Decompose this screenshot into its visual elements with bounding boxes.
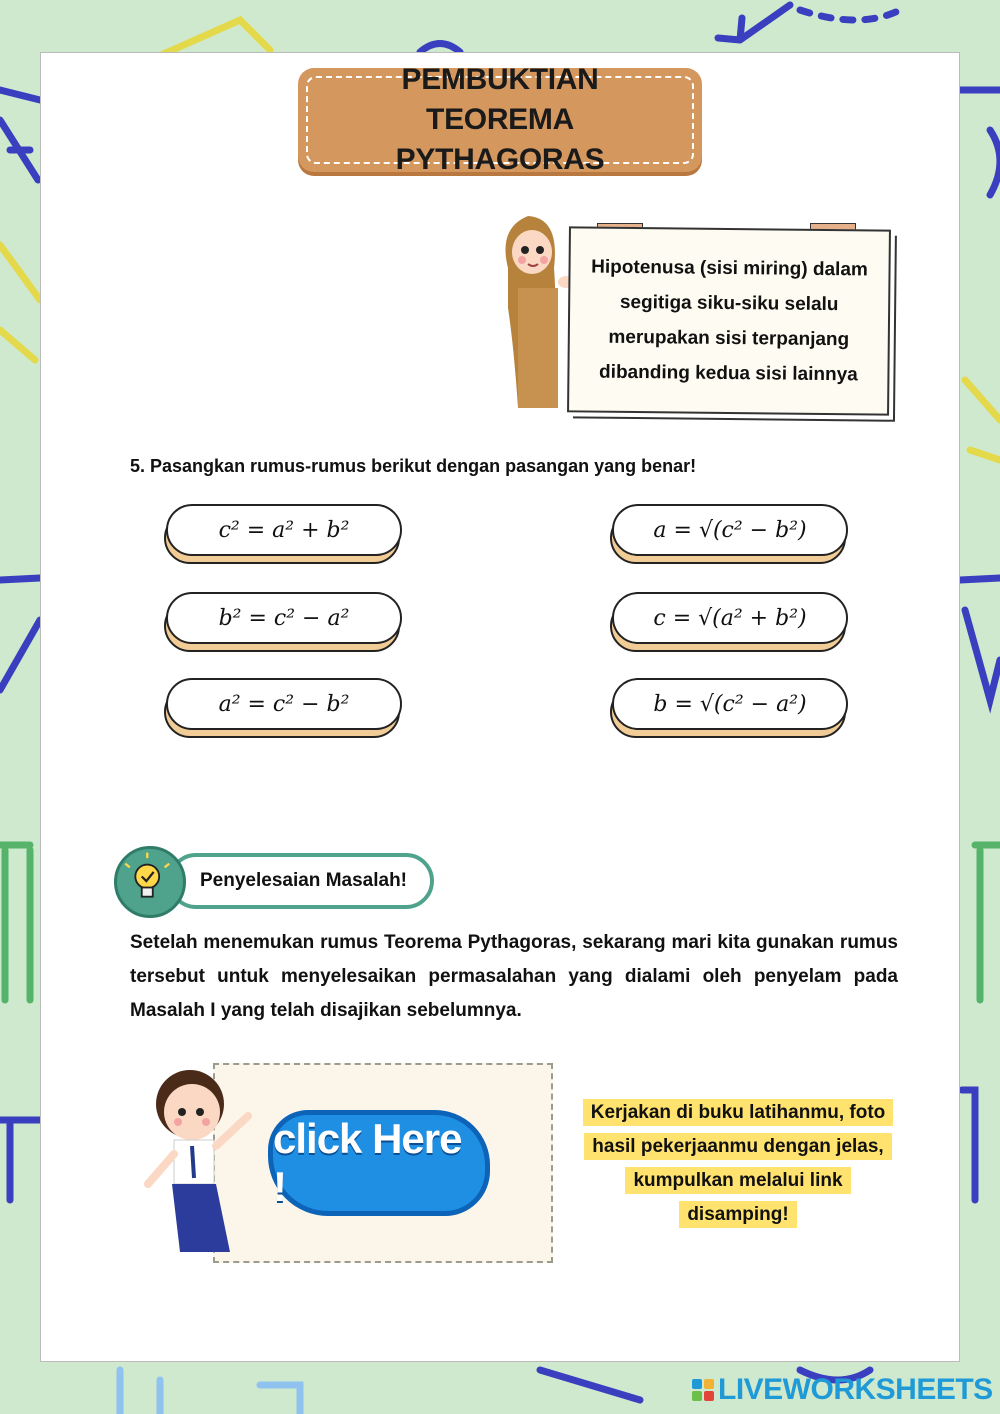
teacher-illustration bbox=[488, 208, 578, 416]
doodle-right-mid bbox=[960, 578, 1000, 700]
doodle-left-bottom bbox=[0, 1120, 40, 1200]
doodle-left-yellow bbox=[0, 245, 40, 360]
footer-brand-text: LIVEWORKSHEETS bbox=[718, 1373, 993, 1406]
formula-left-1[interactable] bbox=[164, 504, 402, 564]
lightbulb-icon bbox=[117, 849, 183, 915]
section-label: Penyelesaian Masalah! bbox=[200, 870, 407, 891]
doodle-top-center bbox=[420, 44, 460, 53]
doodle-bottom-line bbox=[540, 1370, 640, 1400]
liveworksheets-logo-icon bbox=[692, 1379, 714, 1401]
formula-left-2[interactable] bbox=[164, 592, 402, 652]
formula-right-1[interactable] bbox=[610, 504, 848, 564]
formula-right-3-label: b = √(c² − a²) bbox=[612, 678, 848, 730]
formula-left-3[interactable] bbox=[164, 678, 402, 738]
doodle-right-bottom bbox=[962, 1090, 975, 1200]
doodle-right-top bbox=[960, 90, 1000, 195]
doodle-beaker-right bbox=[975, 845, 1000, 1000]
instruction-text: Kerjakan di buku latihanmu, foto hasil pekerjaanmu dengan jelas, kumpulkan melalui link disamping! bbox=[583, 1099, 894, 1228]
footer-brand bbox=[692, 1374, 993, 1406]
formula-left-3-label: a² = c² − b² bbox=[166, 678, 402, 730]
section-badge bbox=[168, 853, 434, 909]
click-here-button[interactable]: click Here ! bbox=[268, 1110, 490, 1216]
title-banner bbox=[298, 63, 702, 176]
hypotenuse-note bbox=[567, 226, 891, 415]
formula-right-3[interactable] bbox=[610, 678, 848, 738]
doodle-arrow-top bbox=[718, 5, 790, 40]
doodle-left-mid bbox=[0, 578, 40, 690]
formula-right-1-label: a = √(c² − b²) bbox=[612, 504, 848, 556]
doodle-left-top bbox=[0, 90, 40, 180]
formula-right-2-label: c = √(a² + b²) bbox=[612, 592, 848, 644]
student-illustration bbox=[136, 1066, 266, 1266]
doodle-dashed-top bbox=[800, 10, 900, 20]
title-dashed-frame bbox=[306, 63, 694, 176]
note-text: Hipotenusa (sisi miring) dalam segitiga siku-siku selalu merupakan sisi terpanjang dibanding kedua sisi lainnya bbox=[591, 256, 868, 386]
problem-paragraph: Setelah menemukan rumus Teorema Pythagoras, sekarang mari kita gunakan rumus tersebut untuk menyelesaikan permasalahan yang dialami oleh penyelam pada Masalah I yang telah disajikan sebelumnya. bbox=[130, 932, 898, 1021]
formula-left-1-label: c² = a² + b² bbox=[166, 504, 402, 556]
lightbulb-badge bbox=[114, 846, 186, 918]
formula-right-2[interactable] bbox=[610, 592, 848, 652]
doodle-bottom-bars bbox=[120, 1370, 300, 1414]
page-title: PEMBUKTIAN TEOREMA PYTHAGORAS bbox=[395, 63, 605, 176]
doodle-beaker-left bbox=[0, 845, 30, 1000]
question-text: 5. Pasangkan rumus-rumus berikut dengan pasangan yang benar! bbox=[130, 456, 697, 476]
formula-left-2-label: b² = c² − a² bbox=[166, 592, 402, 644]
instruction-box bbox=[576, 1096, 900, 1232]
doodle-right-yellow bbox=[965, 380, 1000, 460]
